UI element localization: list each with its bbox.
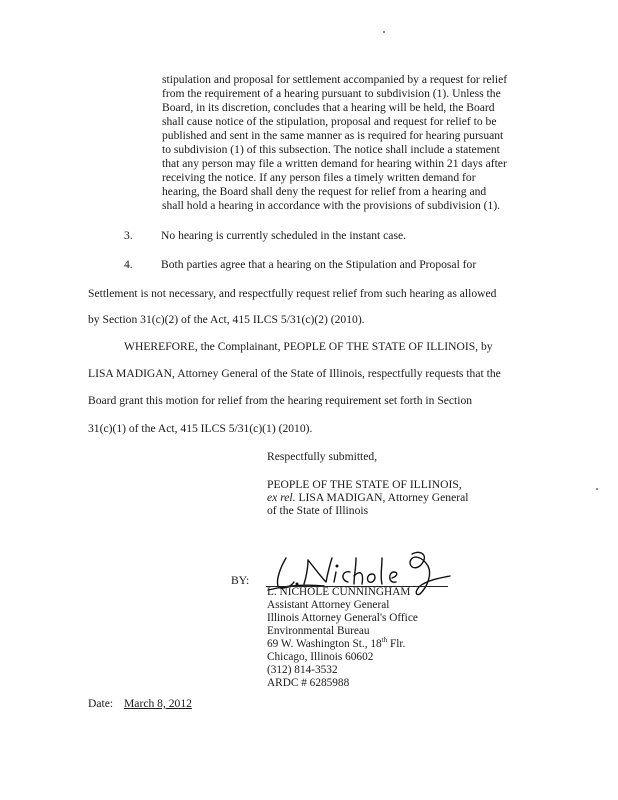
attorney-info: [267, 586, 418, 690]
ex-rel-italic: ex rel.: [267, 491, 296, 504]
attorney-name: L. NICHOLE CUNNINGHAM: [267, 586, 411, 598]
paragraph-3-number: 3.: [124, 229, 133, 242]
quote-line: shall cause notice of the stipulation, proposal and request for relief to be: [162, 115, 497, 128]
attorney-address: [267, 638, 418, 651]
quote-line: that any person may file a written demand for hearing within 21 days after: [162, 157, 507, 170]
paragraph-3-text: No hearing is currently scheduled in the instant case.: [161, 229, 407, 242]
address-main: 69 W. Washington St., 18: [267, 638, 382, 650]
paragraph-4-line: Settlement is not necessary, and respectfully request relief from such hearing as allowed: [88, 287, 497, 300]
speck-mark: [596, 488, 598, 490]
attorney-phone: (312) 814-3532: [267, 664, 338, 676]
wherefore-line: 31(c)(1) of the Act, 415 ILCS 5/31(c)(1) (2010).: [88, 422, 313, 435]
quote-line: receiving the notice. If any person files a timely written demand for: [162, 171, 476, 184]
quote-line: stipulation and proposal for settlement accompanied by a request for relief: [162, 73, 508, 86]
respectfully-submitted: Respectfully submitted,: [267, 450, 378, 463]
statute-quote: [162, 73, 524, 213]
paragraph-4-line: Both parties agree that a hearing on the Stipulation and Proposal for: [161, 258, 477, 271]
date-label: Date:: [88, 697, 114, 710]
quote-line: Board, in its discretion, concludes that a hearing will be held, the Board: [162, 101, 495, 114]
quote-line: from the requirement of a hearing pursuant to subdivision (1). Unless the: [162, 87, 501, 100]
paragraph-4-line: by Section 31(c)(2) of the Act, 415 ILCS 5/31(c)(2) (2010).: [88, 313, 365, 326]
wherefore-line: Board grant this motion for relief from the hearing requirement set forth in Section: [88, 394, 473, 407]
attorney-city: Chicago, Illinois 60602: [267, 651, 374, 663]
quote-line: shall hold a hearing in accordance with the provisions of subdivision (1).: [162, 199, 501, 212]
ex-rel-rest: LISA MADIGAN, Attorney General: [295, 491, 469, 504]
speck-mark: [383, 31, 385, 33]
paragraph-4-number: 4.: [124, 258, 133, 271]
quote-line: published and sent in the same manner as is required for hearing pursuant: [162, 129, 504, 142]
attorney-office: Illinois Attorney General's Office: [267, 612, 418, 624]
of-state-line: of the State of Illinois: [267, 504, 369, 517]
attorney-title: Assistant Attorney General: [267, 599, 390, 611]
wherefore-line: WHEREFORE, the Complainant, PEOPLE OF THE STATE OF ILLINOIS, by: [124, 340, 493, 353]
address-sup: th: [381, 636, 388, 645]
date-value: March 8, 2012: [124, 697, 192, 710]
party-name: PEOPLE OF THE STATE OF ILLINOIS,: [267, 478, 462, 491]
address-floor: Flr.: [387, 638, 406, 650]
wherefore-line: LISA MADIGAN, Attorney General of the State of Illinois, respectfully requests that the: [88, 367, 501, 380]
ex-rel-line: [267, 491, 468, 505]
attorney-bureau: Environmental Bureau: [267, 625, 370, 637]
quote-line: to subdivision (1) of this subsection. The notice shall include a statement: [162, 143, 500, 156]
quote-line: hearing, the Board shall deny the request for relief from a hearing and: [162, 185, 487, 198]
attorney-ardc: ARDC # 6285988: [267, 677, 350, 689]
by-label: BY:: [231, 574, 250, 587]
